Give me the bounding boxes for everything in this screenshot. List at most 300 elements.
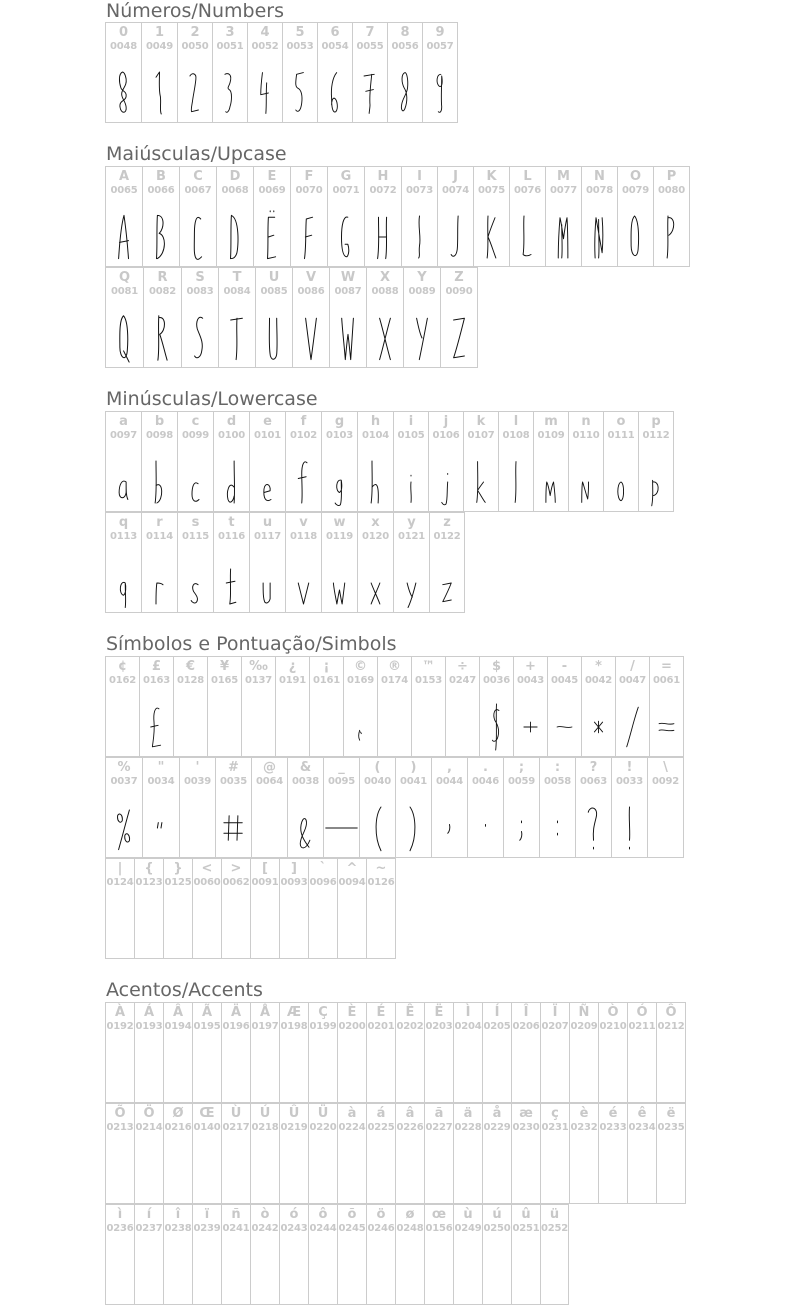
glyph-char-label: f [300, 414, 307, 429]
glyph-code-label: 0042 [584, 675, 613, 686]
glyph-char-label: _ [338, 760, 345, 775]
glyph-char-label: á [376, 1106, 386, 1121]
glyph-cell [328, 166, 365, 267]
glyph-cell [394, 411, 429, 512]
glyph-char-label: h [370, 414, 381, 429]
glyph-cell [106, 656, 140, 757]
glyph-code-label: 0113 [109, 531, 138, 542]
glyph-char-label: Q [118, 270, 131, 285]
glyph-sample [106, 553, 141, 613]
glyph-code-label: 0054 [321, 41, 349, 52]
glyph-code-label: 0211 [628, 1021, 656, 1032]
glyph-char-label: ¿ [288, 659, 297, 674]
glyph-cell [612, 757, 648, 858]
glyph-char-label: ' [195, 760, 200, 775]
glyph-cell [106, 22, 142, 123]
glyph-cell [251, 858, 280, 959]
glyph-char-label: ô [318, 1207, 328, 1222]
glyph-cell [193, 1204, 222, 1305]
glyph-code-label: 0089 [408, 286, 436, 297]
glyph-code-label: 0110 [572, 430, 600, 441]
glyph-char-label: 1 [154, 25, 165, 40]
glyph-sample [480, 697, 513, 757]
glyph-cell [344, 656, 378, 757]
glyph-char-label: * [595, 659, 602, 674]
glyph-sample [402, 207, 437, 267]
glyph-cell [283, 22, 318, 123]
glyph-code-label: 0097 [109, 430, 138, 441]
glyph-code-label: 0125 [164, 877, 192, 888]
glyph-code-label: 0037 [110, 776, 138, 787]
glyph-row-numbers-1 [105, 22, 458, 123]
glyph-code-label: 0213 [106, 1122, 134, 1133]
glyph-char-label: æ [519, 1106, 533, 1121]
glyph-sample [582, 697, 615, 757]
glyph-char-label: Ì [465, 1005, 471, 1020]
glyph-code-label: 0033 [615, 776, 644, 787]
glyph-char-label: ¢ [117, 659, 128, 674]
glyph-cell [548, 656, 582, 757]
glyph-char-label: O [629, 169, 642, 184]
glyph-code-label: 0204 [454, 1021, 482, 1032]
glyph-code-label: 0115 [181, 531, 210, 542]
glyph-char-label: 3 [225, 25, 235, 40]
glyph-cell [106, 858, 135, 959]
glyph-char-label: > [230, 861, 242, 876]
glyph-char-label: v [299, 515, 308, 530]
glyph-char-label: p [651, 414, 661, 429]
glyph-code-label: 0094 [338, 877, 366, 888]
glyph-char-label: Â [172, 1005, 184, 1020]
glyph-cell [425, 1002, 454, 1103]
glyph-char-label: Û [288, 1106, 300, 1121]
glyph-char-label: | [117, 861, 123, 876]
glyph-code-label: 0062 [222, 877, 250, 888]
glyph-char-label: Œ [199, 1106, 215, 1121]
glyph-code-label: 0246 [367, 1223, 395, 1234]
glyph-cell [291, 166, 328, 267]
glyph-code-label: 0207 [541, 1021, 569, 1032]
glyph-code-label: 0063 [579, 776, 608, 787]
glyph-code-label: 0203 [425, 1021, 453, 1032]
glyph-cell [396, 1002, 425, 1103]
glyph-sample [499, 452, 533, 512]
glyph-code-label: 0069 [258, 185, 286, 196]
glyph-code-label: 0195 [193, 1021, 221, 1032]
glyph-code-label: 0043 [516, 675, 545, 686]
glyph-sample [322, 553, 357, 613]
glyph-cell [318, 22, 353, 123]
glyph-char-label: ê [637, 1106, 647, 1121]
glyph-sample [432, 798, 467, 858]
glyph-char-label: Î [523, 1005, 529, 1020]
section-title-symbols: Símbolos e Pontuação/Simbols [106, 633, 397, 655]
glyph-cell [618, 166, 654, 267]
glyph-code-label: 0220 [309, 1122, 337, 1133]
glyph-code-label: 0086 [297, 286, 325, 297]
glyph-char-label: q [118, 515, 129, 530]
glyph-char-label: Ï [552, 1005, 558, 1020]
glyph-cell [164, 1103, 193, 1204]
glyph-char-label: M [557, 169, 570, 184]
glyph-char-label: { [144, 861, 154, 876]
glyph-cell [142, 411, 178, 512]
glyph-cell [454, 1204, 483, 1305]
glyph-code-label: 0074 [441, 185, 470, 196]
glyph-cell [441, 267, 478, 368]
glyph-code-label: 0126 [367, 877, 395, 888]
glyph-char-label: u [262, 515, 273, 530]
glyph-char-label: ? [589, 760, 598, 775]
glyph-code-label: 0219 [280, 1122, 308, 1133]
glyph-char-label: ) [410, 760, 417, 775]
glyph-char-label: N [594, 169, 605, 184]
glyph-char-label: w [333, 515, 346, 530]
glyph-cell [396, 757, 432, 858]
glyph-cell [248, 22, 283, 123]
glyph-cell [180, 757, 216, 858]
glyph-cell [367, 1103, 396, 1204]
glyph-cell [483, 1002, 512, 1103]
glyph-char-label: = [661, 659, 672, 674]
glyph-code-label: 0169 [346, 675, 375, 686]
glyph-row-lowercase-1 [105, 411, 674, 512]
section-title-accents: Acentos/Accents [106, 979, 263, 1001]
glyph-code-label: 0236 [106, 1223, 134, 1234]
glyph-char-label: e [263, 414, 272, 429]
glyph-code-label: 0050 [181, 41, 209, 52]
glyph-char-label: ú [492, 1207, 502, 1222]
glyph-sample [283, 63, 317, 123]
glyph-char-label: ( [374, 760, 381, 775]
glyph-cell [429, 411, 464, 512]
glyph-char-label: ò [260, 1207, 270, 1222]
glyph-char-label: 9 [435, 25, 445, 40]
glyph-code-label: 0106 [432, 430, 460, 441]
glyph-code-label: 0121 [397, 531, 426, 542]
glyph-char-label: í [146, 1207, 152, 1222]
glyph-code-label: 0045 [550, 675, 579, 686]
glyph-cell [510, 166, 546, 267]
glyph-char-label: 0 [118, 25, 129, 40]
glyph-char-label: - [561, 659, 568, 674]
glyph-code-label: 0227 [425, 1122, 453, 1133]
glyph-char-label: õ [347, 1207, 357, 1222]
glyph-code-label: 0249 [454, 1223, 482, 1234]
glyph-cell [367, 1002, 396, 1103]
glyph-char-label: ÷ [457, 659, 468, 674]
glyph-char-label: } [173, 861, 183, 876]
glyph-code-label: 0192 [106, 1021, 134, 1032]
glyph-code-label: 0077 [549, 185, 578, 196]
glyph-code-label: 0040 [363, 776, 392, 787]
glyph-sample [365, 207, 401, 267]
glyph-sample [250, 553, 285, 613]
glyph-sample [106, 207, 142, 267]
glyph-cell [222, 858, 251, 959]
glyph-code-label: 0252 [541, 1223, 569, 1234]
glyph-sample [182, 308, 218, 368]
glyph-cell [534, 411, 569, 512]
glyph-char-label: Í [494, 1005, 500, 1020]
glyph-sample [254, 207, 290, 267]
glyph-code-label: 0056 [391, 41, 419, 52]
glyph-char-label: 8 [400, 25, 410, 40]
glyph-cell [541, 1204, 569, 1305]
glyph-char-label: S [195, 270, 205, 285]
glyph-sample [293, 308, 329, 368]
glyph-sample [438, 207, 473, 267]
glyph-char-label: Ô [665, 1005, 677, 1020]
glyph-code-label: 0212 [657, 1021, 685, 1032]
glyph-char-label: m [544, 414, 558, 429]
glyph-cell [483, 1204, 512, 1305]
glyph-char-label: É [376, 1005, 386, 1020]
glyph-code-label: 0209 [570, 1021, 598, 1032]
glyph-sample [142, 452, 177, 512]
glyph-char-label: & [299, 760, 312, 775]
glyph-char-label: k [476, 414, 486, 429]
glyph-cell [135, 1002, 164, 1103]
glyph-row-lowercase-2 [105, 512, 465, 613]
glyph-cell [280, 1204, 309, 1305]
glyph-cell [430, 512, 465, 613]
glyph-cell [208, 656, 242, 757]
glyph-sample [250, 452, 285, 512]
glyph-cell [143, 757, 180, 858]
glyph-cell [242, 656, 276, 757]
glyph-char-label: € [185, 659, 196, 674]
glyph-char-label: H [377, 169, 389, 184]
glyph-sample [256, 308, 292, 368]
glyph-char-label: Ê [405, 1005, 415, 1020]
glyph-sample [288, 798, 323, 858]
glyph-code-label: 0075 [477, 185, 506, 196]
glyph-cell [365, 166, 402, 267]
glyph-code-label: 0194 [164, 1021, 192, 1032]
glyph-char-label: ® [388, 659, 401, 674]
glyph-char-label: \ [663, 760, 668, 775]
glyph-cell [251, 1103, 280, 1204]
glyph-sample [510, 207, 545, 267]
glyph-char-label: Õ [114, 1106, 126, 1121]
glyph-code-label: 0090 [445, 286, 473, 297]
glyph-code-label: 0163 [142, 675, 171, 686]
glyph-char-label: 5 [295, 25, 305, 40]
glyph-char-label: 6 [330, 25, 340, 40]
glyph-code-label: 0088 [371, 286, 399, 297]
glyph-char-label: < [201, 861, 213, 876]
glyph-sample [654, 207, 689, 267]
glyph-char-label: ~ [375, 861, 387, 876]
glyph-char-label: ç [551, 1106, 559, 1121]
glyph-sample [106, 452, 141, 512]
glyph-char-label: C [193, 169, 203, 184]
glyph-sample [576, 798, 611, 858]
glyph-char-label: ™ [422, 659, 435, 674]
glyph-cell [178, 411, 214, 512]
glyph-char-label: d [226, 414, 237, 429]
glyph-cell [219, 267, 256, 368]
glyph-cell [222, 1103, 251, 1204]
glyph-cell [582, 166, 618, 267]
glyph-cell [222, 1002, 251, 1103]
glyph-cell [616, 656, 650, 757]
glyph-cell [330, 267, 367, 368]
glyph-char-label: b [154, 414, 165, 429]
glyph-char-label: [ [262, 861, 268, 876]
glyph-char-label: B [156, 169, 166, 184]
glyph-sample [106, 63, 141, 123]
glyph-cell [106, 1103, 135, 1204]
glyph-sample [328, 207, 364, 267]
glyph-char-label: ‰ [249, 659, 268, 674]
glyph-cell [193, 1002, 222, 1103]
glyph-code-label: 0034 [147, 776, 175, 787]
glyph-cell [423, 22, 458, 123]
glyph-char-label: " [157, 760, 165, 775]
glyph-code-label: 0081 [110, 286, 139, 297]
glyph-sample [358, 553, 393, 613]
glyph-code-label: 0224 [338, 1122, 366, 1133]
glyph-code-label: 0046 [471, 776, 500, 787]
glyph-cell [135, 1103, 164, 1204]
glyph-char-label: Å [259, 1005, 271, 1020]
glyph-sample [367, 308, 403, 368]
glyph-code-label: 0235 [657, 1122, 685, 1133]
glyph-char-label: Ã [201, 1005, 213, 1020]
glyph-cell [639, 411, 674, 512]
glyph-code-label: 0111 [607, 430, 635, 441]
glyph-char-label: Ë [434, 1005, 444, 1020]
glyph-sample [396, 798, 431, 858]
glyph-cell [338, 1103, 367, 1204]
glyph-cell [144, 267, 182, 368]
glyph-code-label: 0116 [217, 531, 246, 542]
glyph-cell [599, 1103, 628, 1204]
glyph-cell [309, 1002, 338, 1103]
glyph-sample [639, 452, 673, 512]
glyph-code-label: 0237 [135, 1223, 163, 1234]
glyph-cell [214, 512, 250, 613]
glyph-sample [514, 697, 547, 757]
glyph-sample [464, 452, 498, 512]
glyph-char-label: à [347, 1106, 357, 1121]
glyph-row-symbols-1 [105, 656, 684, 757]
glyph-cell [309, 858, 338, 959]
glyph-code-label: 0085 [260, 286, 288, 297]
glyph-char-label: I [417, 169, 422, 184]
glyph-cell [514, 656, 548, 757]
glyph-cell [254, 166, 291, 267]
glyph-code-label: 0093 [280, 877, 308, 888]
glyph-code-label: 0083 [186, 286, 214, 297]
glyph-sample [318, 63, 352, 123]
glyph-sample [214, 553, 249, 613]
glyph-code-label: 0065 [110, 185, 138, 196]
glyph-code-label: 0216 [164, 1122, 192, 1133]
glyph-cell [512, 1002, 541, 1103]
glyph-sample [180, 207, 216, 267]
glyph-char-label: V [305, 270, 317, 285]
glyph-sample [548, 697, 581, 757]
glyph-sample [286, 452, 321, 512]
glyph-char-label: E [267, 169, 277, 184]
glyph-char-label: l [513, 414, 519, 429]
glyph-code-label: 0112 [642, 430, 670, 441]
glyph-cell [480, 656, 514, 757]
glyph-char-label: Á [143, 1005, 155, 1020]
glyph-code-label: 0095 [327, 776, 356, 787]
glyph-cell [164, 1002, 193, 1103]
glyph-char-label: y [407, 515, 416, 530]
glyph-cell [309, 1103, 338, 1204]
glyph-char-label: z [443, 515, 451, 530]
glyph-code-label: 0251 [512, 1223, 540, 1234]
glyph-sample [219, 308, 255, 368]
glyph-cell [338, 858, 367, 959]
glyph-cell [106, 512, 142, 613]
glyph-row-symbols-3 [105, 858, 396, 959]
glyph-cell [570, 1103, 599, 1204]
glyph-cell [193, 1103, 222, 1204]
glyph-sample [404, 308, 440, 368]
glyph-char-label: ¥ [219, 659, 230, 674]
glyph-code-label: 0041 [399, 776, 428, 787]
section-title-numbers: Números/Numbers [106, 0, 284, 22]
glyph-char-label: é [608, 1106, 618, 1121]
glyph-cell [217, 166, 254, 267]
glyph-char-label: g [334, 414, 345, 429]
glyph-cell [454, 1103, 483, 1204]
glyph-cell [504, 757, 540, 858]
glyph-code-label: 0076 [513, 185, 542, 196]
glyph-char-label: : [554, 760, 561, 775]
glyph-code-label: 0128 [176, 675, 205, 686]
glyph-char-label: ó [289, 1207, 299, 1222]
glyph-cell [358, 411, 394, 512]
glyph-cell [180, 166, 217, 267]
glyph-sample [394, 553, 429, 613]
glyph-sample [540, 798, 575, 858]
glyph-char-label: % [117, 760, 131, 775]
glyph-char-label: Y [417, 270, 427, 285]
glyph-cell [454, 1002, 483, 1103]
glyph-cell [250, 512, 286, 613]
glyph-cell [499, 411, 534, 512]
glyph-cell [512, 1204, 541, 1305]
glyph-char-label: T [232, 270, 242, 285]
glyph-char-label: 7 [365, 25, 375, 40]
glyph-char-label: G [340, 169, 352, 184]
glyph-code-label: 0247 [448, 675, 477, 686]
glyph-code-label: 0084 [223, 286, 251, 297]
glyph-char-label: ë [666, 1106, 676, 1121]
glyph-code-label: 0101 [253, 430, 282, 441]
glyph-char-label: 4 [260, 25, 270, 40]
glyph-sample [616, 697, 649, 757]
glyph-code-label: 0048 [109, 41, 138, 52]
glyph-code-label: 0066 [147, 185, 175, 196]
glyph-cell [106, 411, 142, 512]
glyph-cell [164, 1204, 193, 1305]
glyph-cell [193, 858, 222, 959]
glyph-sample [213, 63, 247, 123]
glyph-cell [106, 1002, 135, 1103]
glyph-char-label: j [443, 414, 449, 429]
glyph-sample [546, 207, 581, 267]
glyph-char-label: x [371, 515, 380, 530]
